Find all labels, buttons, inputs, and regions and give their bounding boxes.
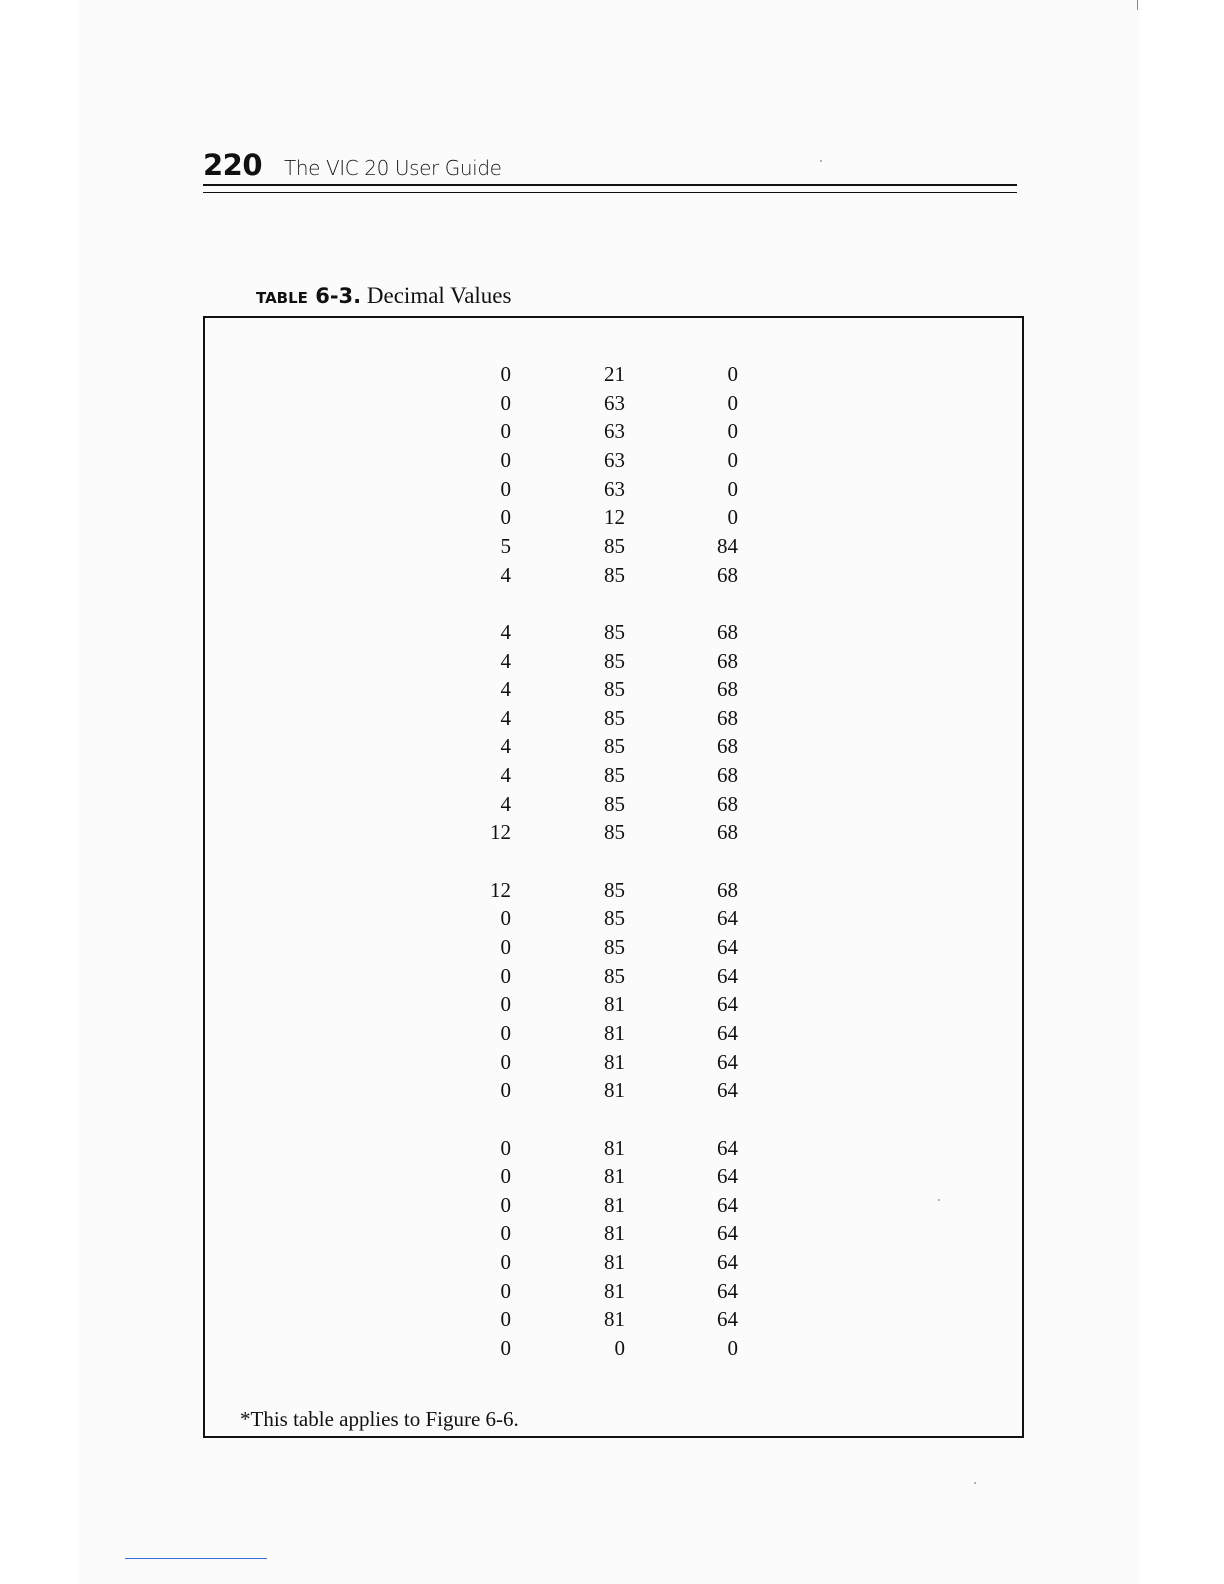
- table-cell-col-a: 0: [500, 448, 511, 472]
- table-cell-col-a: 0: [500, 1193, 511, 1217]
- table-cell-col-a: 0: [500, 1307, 511, 1331]
- table-frame: [203, 316, 1024, 1438]
- table-cell-col-a: 0: [500, 992, 511, 1016]
- table-cell-col-b: 85: [604, 706, 625, 730]
- table-cell-col-b: 63: [604, 391, 625, 415]
- table-cell-col-c: 64: [717, 1050, 738, 1074]
- table-label-number: 6-3.: [315, 284, 362, 308]
- table-cell-col-b: 81: [604, 1250, 625, 1274]
- table-cell-col-a: 4: [500, 620, 511, 644]
- table-cell-col-b: 81: [604, 1078, 625, 1102]
- table-cell-col-a: 0: [500, 1164, 511, 1188]
- table-cell-col-a: 0: [500, 964, 511, 988]
- table-cell-col-a: 0: [500, 906, 511, 930]
- scan-speck: [938, 1199, 940, 1201]
- table-cell-col-c: 68: [717, 649, 738, 673]
- table-cell-col-b: 63: [604, 448, 625, 472]
- table-cell-col-c: 64: [717, 906, 738, 930]
- table-label-prefix: TABLE: [256, 289, 308, 307]
- table-cell-col-c: 68: [717, 820, 738, 844]
- table-cell-col-a: 12: [490, 820, 511, 844]
- table-cell-col-a: 4: [500, 792, 511, 816]
- table-cell-col-c: 68: [717, 563, 738, 587]
- table-cell-col-b: 85: [604, 563, 625, 587]
- table-cell-col-b: 81: [604, 1307, 625, 1331]
- page-edge-mark: [1137, 0, 1138, 10]
- table-cell-col-b: 81: [604, 1136, 625, 1160]
- bottom-link-underline: [125, 1558, 267, 1559]
- table-cell-col-b: 85: [604, 820, 625, 844]
- table-cell-col-b: 85: [604, 649, 625, 673]
- table-cell-col-b: 85: [604, 935, 625, 959]
- book-title: The VIC 20 User Guide: [284, 156, 502, 180]
- table-cell-col-a: 0: [500, 1279, 511, 1303]
- table-cell-col-c: 64: [717, 1136, 738, 1160]
- table-cell-col-b: 85: [604, 734, 625, 758]
- table-cell-col-c: 64: [717, 992, 738, 1016]
- table-cell-col-c: 64: [717, 1279, 738, 1303]
- table-cell-col-c: 64: [717, 935, 738, 959]
- page-number: 220: [203, 148, 263, 182]
- table-cell-col-c: 64: [717, 1078, 738, 1102]
- table-cell-col-b: 85: [604, 534, 625, 558]
- table-cell-col-c: 68: [717, 706, 738, 730]
- table-cell-col-a: 0: [500, 1021, 511, 1045]
- table-cell-col-a: 4: [500, 563, 511, 587]
- table-cell-col-b: 12: [604, 505, 625, 529]
- table-cell-col-c: 64: [717, 1164, 738, 1188]
- table-cell-col-a: 0: [500, 1336, 511, 1360]
- table-cell-col-b: 85: [604, 878, 625, 902]
- table-cell-col-c: 64: [717, 1307, 738, 1331]
- table-cell-col-b: 85: [604, 763, 625, 787]
- table-cell-col-a: 0: [500, 477, 511, 501]
- decimal-values-table: [205, 318, 1022, 1436]
- table-cell-col-c: 0: [727, 1336, 738, 1360]
- header-rule-thick: [203, 184, 1017, 186]
- table-cell-col-a: 0: [500, 1078, 511, 1102]
- table-cell-col-a: 4: [500, 734, 511, 758]
- table-cell-col-a: 0: [500, 505, 511, 529]
- table-cell-col-c: 68: [717, 620, 738, 644]
- table-label: [256, 284, 361, 308]
- table-cell-col-c: 68: [717, 792, 738, 816]
- table-cell-col-b: 81: [604, 992, 625, 1016]
- table-cell-col-b: 63: [604, 419, 625, 443]
- table-cell-col-b: 85: [604, 620, 625, 644]
- table-cell-col-c: 64: [717, 1250, 738, 1274]
- table-cell-col-a: 4: [500, 706, 511, 730]
- table-cell-col-c: 0: [727, 448, 738, 472]
- table-cell-col-c: 64: [717, 964, 738, 988]
- table-cell-col-c: 84: [717, 534, 738, 558]
- table-cell-col-c: 64: [717, 1193, 738, 1217]
- table-cell-col-a: 0: [500, 391, 511, 415]
- scan-speck: [974, 1482, 976, 1484]
- table-cell-col-c: 64: [717, 1021, 738, 1045]
- table-cell-col-c: 64: [717, 1221, 738, 1245]
- table-cell-col-a: 0: [500, 362, 511, 386]
- table-cell-col-b: 0: [614, 1336, 625, 1360]
- table-cell-col-a: 0: [500, 935, 511, 959]
- table-cell-col-c: 68: [717, 763, 738, 787]
- table-cell-col-c: 0: [727, 505, 738, 529]
- table-cell-col-c: 68: [717, 677, 738, 701]
- header-rule-thin: [203, 192, 1017, 193]
- table-cell-col-a: 5: [500, 534, 511, 558]
- table-cell-col-b: 81: [604, 1021, 625, 1045]
- scan-speck: [820, 160, 822, 162]
- table-cell-col-b: 81: [604, 1193, 625, 1217]
- table-cell-col-b: 21: [604, 362, 625, 386]
- table-cell-col-a: 0: [500, 1136, 511, 1160]
- table-cell-col-c: 68: [717, 734, 738, 758]
- table-cell-col-b: 81: [604, 1050, 625, 1074]
- table-cell-col-a: 4: [500, 677, 511, 701]
- table-cell-col-b: 85: [604, 964, 625, 988]
- table-cell-col-a: 0: [500, 1050, 511, 1074]
- table-cell-col-a: 0: [500, 1221, 511, 1245]
- table-footnote: *This table applies to Figure 6-6.: [240, 1407, 519, 1431]
- table-cell-col-b: 85: [604, 906, 625, 930]
- table-cell-col-b: 85: [604, 677, 625, 701]
- table-cell-col-a: 12: [490, 878, 511, 902]
- table-cell-col-c: 0: [727, 419, 738, 443]
- table-cell-col-c: 0: [727, 362, 738, 386]
- table-cell-col-b: 81: [604, 1164, 625, 1188]
- table-cell-col-b: 63: [604, 477, 625, 501]
- table-cell-col-a: 4: [500, 649, 511, 673]
- table-cell-col-c: 68: [717, 878, 738, 902]
- table-cell-col-a: 0: [500, 419, 511, 443]
- table-cell-col-c: 0: [727, 477, 738, 501]
- table-cell-col-c: 0: [727, 391, 738, 415]
- table-cell-col-b: 85: [604, 792, 625, 816]
- table-cell-col-b: 81: [604, 1279, 625, 1303]
- table-cell-col-a: 4: [500, 763, 511, 787]
- table-cell-col-a: 0: [500, 1250, 511, 1274]
- table-title: Decimal Values: [366, 283, 512, 308]
- table-caption: [256, 280, 511, 314]
- table-cell-col-b: 81: [604, 1221, 625, 1245]
